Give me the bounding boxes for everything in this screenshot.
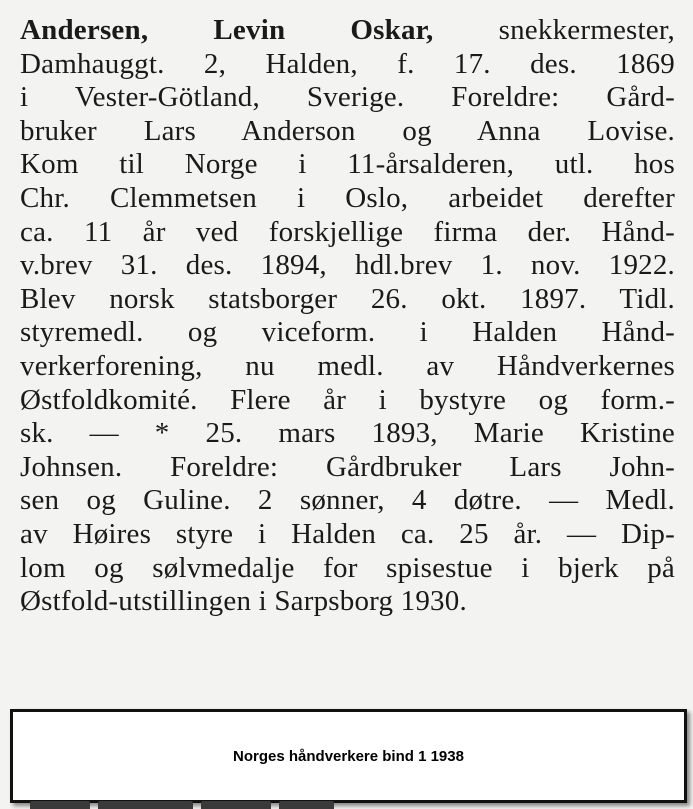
- entry-line: Johnsen. Foreldre: Gårdbruker Lars John-: [20, 450, 675, 483]
- entry-line: lom og sølvmedalje for spisestue i bjerk på: [20, 551, 675, 584]
- entry-line-1: [20, 14, 675, 48]
- entry-line: bruker Lars Anderson og Anna Lovise.: [20, 114, 675, 147]
- entry-line: sk. — * 25. mars 1893, Marie Kristine: [20, 417, 675, 450]
- entry-line: verkerforening, nu medl. av Håndverkernes: [20, 349, 675, 382]
- cropped-next-entry: [30, 800, 350, 809]
- entry-line: Østfold-utstillingen i Sarpsborg 1930.: [20, 585, 467, 618]
- person-name: Andersen, Levin Oskar,: [20, 14, 434, 46]
- entry-line: Damhauggt. 2, Halden, f. 17. des. 1869: [20, 47, 675, 80]
- entry-line: ca. 11 år ved forskjellige firma der. Hånd-: [20, 215, 675, 248]
- entry-line: av Høires styre i Halden ca. 25 år. — Dip-: [20, 517, 675, 550]
- entry-line: sen og Guline. 2 sønner, 4 døtre. — Medl.: [20, 484, 675, 517]
- occupation: snekkermester,: [433, 14, 675, 46]
- entry-line: v.brev 31. des. 1894, hdl.brev 1. nov. 1922.: [20, 249, 675, 282]
- entry-line: Chr. Clemmetsen i Oslo, arbeidet derefter: [20, 181, 675, 214]
- caption-box: [10, 709, 687, 803]
- entry-line: Blev norsk statsborger 26. okt. 1897. Tidl.: [20, 282, 675, 315]
- entry-line: i Vester-Götland, Sverige. Foreldre: Gård-: [20, 81, 675, 114]
- entry-line: Kom til Norge i 11-årsalderen, utl. hos: [20, 148, 675, 181]
- entry-line: Østfoldkomité. Flere år i bystyre og form.-: [20, 383, 675, 416]
- biography-entry: [20, 14, 675, 619]
- entry-line: styremedl. og viceform. i Halden Hånd-: [20, 316, 675, 349]
- caption-text: Norges håndverkere bind 1 1938: [233, 748, 464, 765]
